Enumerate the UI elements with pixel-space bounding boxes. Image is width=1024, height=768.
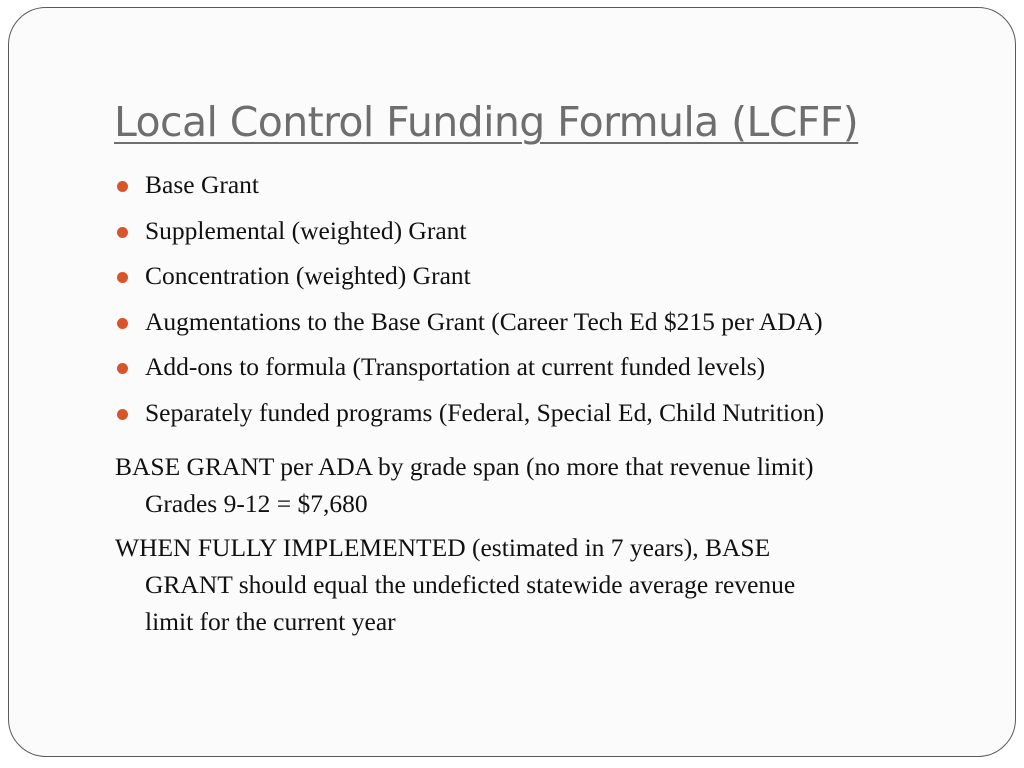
bullet-dot-icon [117, 227, 128, 238]
bullet-list [115, 168, 824, 441]
bullet-text: Supplemental (weighted) Grant [145, 215, 467, 245]
implementation-note-line: limit for the current year [145, 607, 396, 636]
implementation-note-line: GRANT should equal the undeficted statewide average revenue [145, 570, 796, 599]
bullet-text: Add-ons to formula (Transportation at current funded levels) [145, 352, 766, 381]
bullet-text: Concentration (weighted) Grant [145, 261, 471, 290]
bullet-item [115, 350, 824, 396]
implementation-note-line: WHEN FULLY IMPLEMENTED (estimated in 7 years), BASE [115, 533, 771, 562]
bullet-item [115, 259, 824, 305]
bullet-dot-icon [117, 363, 128, 374]
bullet-dot-icon [117, 272, 128, 283]
implementation-note [115, 529, 975, 640]
base-grant-note-line: BASE GRANT per ADA by grade span (no more that revenue limit) [115, 452, 814, 481]
bullet-item [115, 305, 824, 351]
bullet-dot-icon [117, 318, 128, 329]
bullet-dot-icon [117, 409, 128, 420]
bullet-item [115, 396, 824, 442]
grade-span-amount: Grades 9-12 = $7,680 [145, 489, 368, 518]
bullet-text: Separately funded programs (Federal, Special Ed, Child Nutrition) [145, 397, 825, 427]
slide [8, 7, 1016, 757]
bullet-text: Augmentations to the Base Grant (Career Tech Ed $215 per ADA) [145, 306, 823, 336]
base-grant-note [115, 448, 975, 522]
bullet-text: Base Grant [145, 170, 260, 199]
bullet-dot-icon [117, 181, 128, 192]
slide-title: Local Control Funding Formula (LCFF) [114, 98, 859, 146]
bullet-item [115, 214, 824, 260]
bullet-item [115, 168, 824, 214]
